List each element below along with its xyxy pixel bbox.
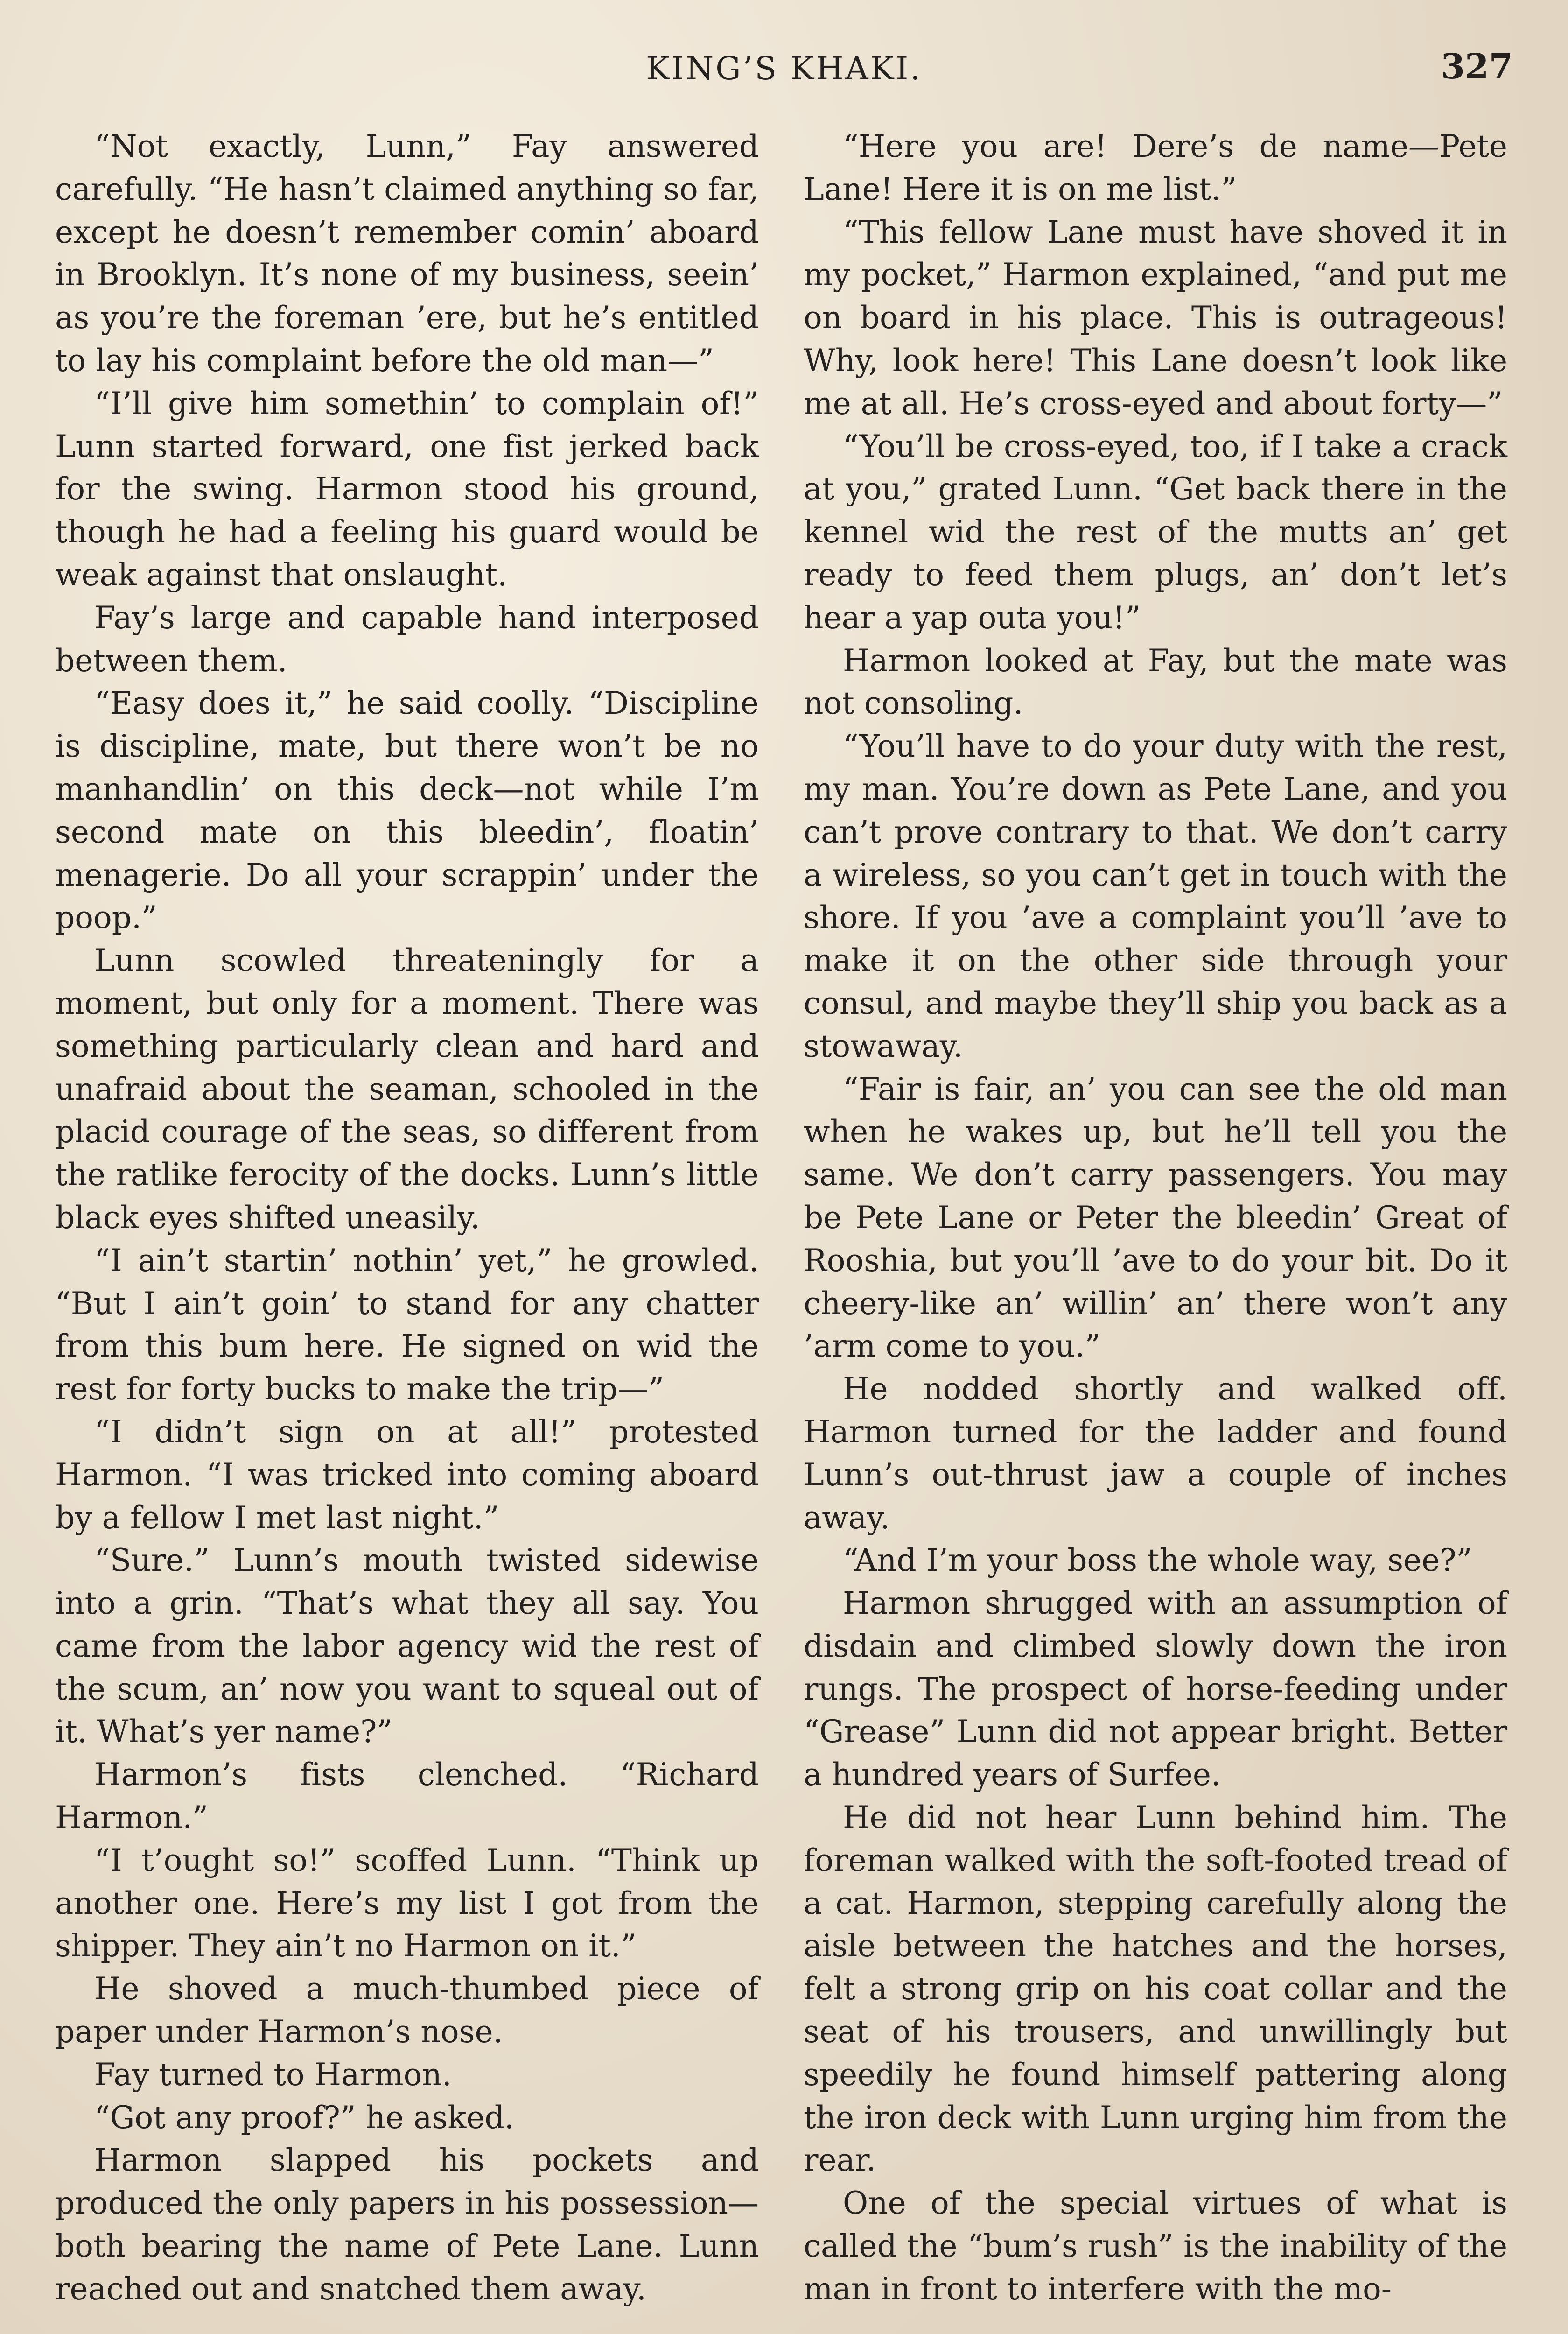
paragraph: “I didn’t sign on at all!” protested Harmon. “I was tricked into coming aboard by a fellow I met last night.” bbox=[55, 1413, 759, 1536]
paragraph: One of the special virtues of what is called the “bum’s rush” is the inability of the man in front to interfere with the mo- bbox=[804, 2185, 1507, 2307]
running-title: KING’S KHAKI. bbox=[646, 50, 922, 87]
paragraph: “You’ll have to do your duty with the rest, my man. You’re down as Pete Lane, and you can’t prove contrary to that. We don’t carry a wireless, so you can’t get in touch with the shore. If you ’ave a complaint you’ll ’ave to make it on the other side through your consul, and maybe they’ll ship you back as a stowaway. bbox=[804, 728, 1507, 1064]
paragraph: Harmon’s fists clenched. “Richard Harmon.” bbox=[55, 1757, 759, 1836]
paragraph: “This fellow Lane must have shoved it in my pocket,” Harmon explained, “and put me on board in his place. This is outrageous! Why, look here! This Lane doesn’t look like me at all. He’s cross-eyed and about forty—” bbox=[804, 214, 1507, 422]
paragraph: He did not hear Lunn behind him. The foreman walked with the soft-footed tread of a cat. Harmon, stepping carefully along the aisle between the hatches and the horses, felt a strong grip on his coat collar and the seat of his trousers, and unwillingly but speedily he found himself pattering along the iron deck with Lunn urging him from the rear. bbox=[804, 1800, 1507, 2179]
paragraph: Fay turned to Harmon. bbox=[94, 2056, 452, 2093]
paragraph: “I t’ought so!” scoffed Lunn. “Think up another one. Here’s my list I got from the shipper. They ain’t no Harmon on it.” bbox=[55, 1842, 759, 1964]
paragraph: “Not exactly, Lunn,” Fay answered carefully. “He hasn’t claimed anything so far, except he doesn’t remember comin’ aboard in Brooklyn. It’s none of my business, seein’ as you’re the foreman ’ere, but he’s entitled to lay his complaint before the old man—” bbox=[55, 128, 759, 379]
paragraph: “Sure.” Lunn’s mouth twisted sidewise into a grin. “That’s what they all say. You came from the labor agency wid the rest of the scum, an’ now you want to squeal out of it. What’s yer name?” bbox=[55, 1542, 759, 1750]
paragraph: “Fair is fair, an’ you can see the old man when he wakes up, but he’ll tell you the same. We don’t carry passengers. You may be Pete Lane or Peter the bleedin’ Great of Rooshia, but you’ll ’ave to do your bit. Do it cheery-like an’ willin’ an’ there won’t any ’arm come to you.” bbox=[804, 1071, 1507, 1364]
left-column bbox=[55, 125, 759, 2311]
paragraph: Lunn scowled threateningly for a moment, but only for a moment. There was something particularly clean and hard and unafraid about the seaman, schooled in the placid courage of the seas, so different from the ratlike ferocity of the docks. Lunn’s little black eyes shifted uneasily. bbox=[55, 942, 759, 1236]
paragraph: “You’ll be cross-eyed, too, if I take a crack at you,” grated Lunn. “Get back there in the kennel wid the rest of the mutts an’ get ready to feed them plugs, an’ don’t let’s hear a yap outa you!” bbox=[804, 428, 1507, 636]
paragraph: “I’ll give him somethin’ to complain of!” Lunn started forward, one fist jerked back for the swing. Harmon stood his ground, though he had a feeling his guard would be weak against that onslaught. bbox=[55, 385, 759, 593]
page-number: 327 bbox=[1441, 47, 1513, 87]
paragraph: “And I’m your boss the whole way, see?” bbox=[843, 1542, 1472, 1579]
paragraph: Harmon looked at Fay, but the mate was not consoling. bbox=[804, 642, 1507, 722]
paragraph: He shoved a much-thumbed piece of paper under Harmon’s nose. bbox=[55, 1971, 759, 2050]
paragraph: Fay’s large and capable hand interposed between them. bbox=[55, 599, 759, 679]
paragraph: He nodded shortly and walked off. Harmon turned for the ladder and found Lunn’s out-thrust jaw a couple of inches away. bbox=[804, 1371, 1507, 1536]
paragraph: Harmon slapped his pockets and produced the only papers in his possession—both bearing the name of Pete Lane. Lunn reached out and snatched them away. bbox=[55, 2142, 759, 2307]
paragraph: “Here you are! Dere’s de name—Pete Lane! Here it is on me list.” bbox=[804, 128, 1507, 207]
paragraph: “I ain’t startin’ nothin’ yet,” he growled. “But I ain’t goin’ to stand for any chatter from this bum here. He signed on wid the rest for forty bucks to make the trip—” bbox=[55, 1242, 759, 1407]
paragraph: Harmon shrugged with an assumption of disdain and climbed slowly down the iron rungs. The prospect of horse-feeding under “Grease” Lunn did not appear bright. Better a hundred years of Surfee. bbox=[804, 1585, 1507, 1793]
right-column bbox=[804, 125, 1507, 2311]
paragraph: “Got any proof?” he asked. bbox=[94, 2099, 514, 2136]
paragraph: “Easy does it,” he said coolly. “Discipline is discipline, mate, but there won’t be no manhandlin’ on this deck—not while I’m second mate on this bleedin’, floatin’ menagerie. Do all your scrappin’ under the poop.” bbox=[55, 685, 759, 936]
